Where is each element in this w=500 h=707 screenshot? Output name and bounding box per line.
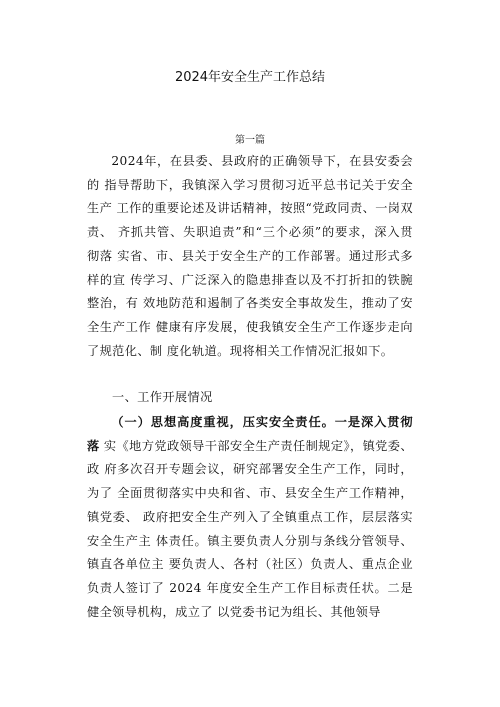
document-subtitle: 第一篇 bbox=[235, 135, 265, 146]
paragraph-intro: 2024年，在县委、县政府的正确领导下，在县安委会的 指导帮助下，我镇深入学习贯彻习近平总书记关于安全生产 工作的重要论述及讲话精神，按照“党政同责、一岗双责、 齐抓共管、失职追责”和“三个必须”的要求，深入贯彻落 实省、市、县关于安全生产的工作部署。通过形式多样的宣 传学习、广泛深入的隐患排查以及不打折扣的铁腕整治，有 效地防范和遏制了各类安全事故发生，推动了安全生产工作 健康有序发展，使我镇安全生产工作逐步走向了规范化、制 度化轨道。现将相关工作情况汇报如下。 bbox=[87, 154, 413, 358]
subsection-heading: （一）思想高度重视，压实安全责任。一是深入贯彻落 bbox=[87, 415, 413, 453]
paragraph-subsection-1 bbox=[87, 411, 413, 707]
subsection-body: 实《地方党政领导干部安全生产责任制规定》，镇党委、政 府多次召开专题会议，研究部署安全生产工作，同时，为了 全面贯彻落实中央和省、市、县安全生产工作精神，镇党委、 政府把安全生产列入了全镇重点工作，层层落实安全生产主 体责任。镇主要负责人分别与条线分管领导、镇直各单位主 要负责人、各村（社区）负责人、重点企业负责人签订了 2024 年度安全生产工作目标责任状。二是健全领导机构，成立了 以党委书记为组长、其他领导 bbox=[87, 438, 413, 619]
document-title: 2024年安全生产工作总结 bbox=[174, 70, 326, 85]
section-heading: 一、工作开展情况 bbox=[112, 390, 213, 404]
